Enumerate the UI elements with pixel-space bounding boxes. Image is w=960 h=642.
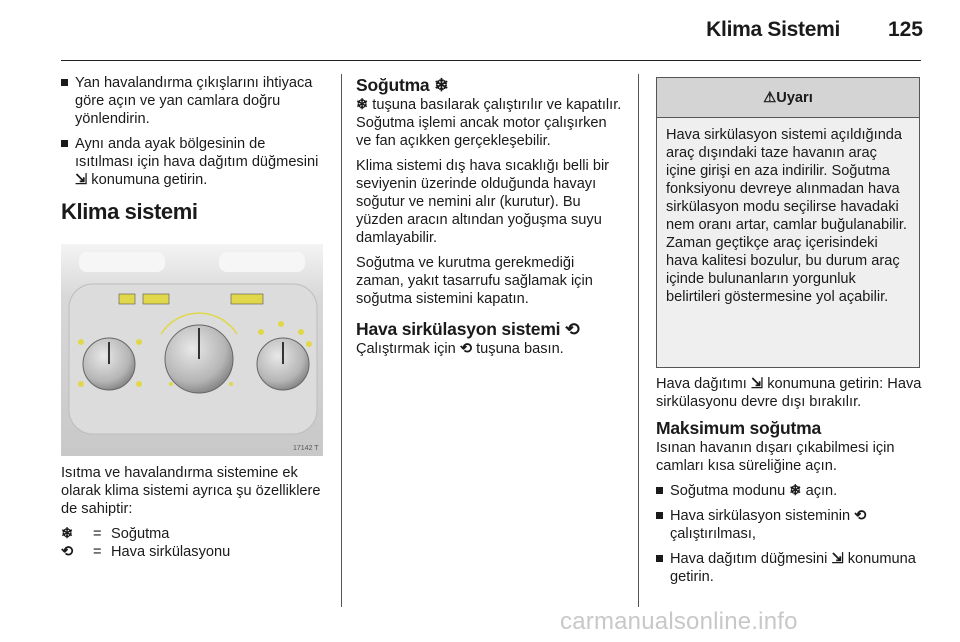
snowflake-icon: ❄ [434,75,449,95]
cooling-paragraph-2: Klima sistemi dış hava sıcaklığı belli bir seviyenin üzerinde olduğunda havayı soğutur ve nemini alır (kurutur). Bu yüzden aracın altından yoğuşma suyu damlayabilir. [356,158,610,246]
cooling-paragraph-3: Soğutma ve kurutma gerekmediği zaman, yakıt tasarrufu sağlamak için soğutma sistemini kapatın. [356,255,593,307]
recirculation-icon: ⟲ [854,508,867,524]
definition-row: ❄ = Soğutma [61,526,170,542]
column-1 [61,74,326,224]
list-item: Aynı anda ayak bölgesinin de ısıtılması için hava dağıtım düğmesini ⇲ konumuna getirin. [61,135,326,189]
list-item: Soğutma modunu ❄ açın. [656,482,924,500]
column-divider-2 [638,74,639,607]
climate-control-photo [61,244,323,456]
column-3 [656,375,924,593]
watermark: carmanualsonline.info [560,608,798,635]
recirc-heading: Hava sirkülasyon sistemi ⟲ [356,319,580,339]
intro-paragraph: Isıtma ve havalandırma sistemine ek olarak klima sistemi ayrıca şu özelliklere de sahiptir: [61,465,321,517]
list-item: Hava dağıtım düğmesini ⇲ konumuna getirin. [656,550,924,586]
recirculation-icon: ⟲ [565,319,580,339]
section-heading-klima: Klima sistemi [61,199,198,224]
max-cooling-paragraph: Isınan havanın dışarı çıkabilmesi için camları kısa süreliğine açın. [656,440,895,474]
warning-header [657,78,919,118]
snowflake-icon: ❄ [356,97,369,113]
header-title: Klima Sistemi [706,18,840,41]
header-rule [61,60,921,61]
definition-row: ⟲ = Hava sirkülasyonu [61,544,231,560]
list-item: Hava sirkülasyon sisteminin ⟲ çalıştırılması, [656,507,924,543]
warning-title: Uyarı [776,89,813,106]
list-item: Yan havalandırma çıkışlarını ihtiyaca göre açın ve yan camlara doğru yönlendirin. [61,74,326,128]
warning-box [656,77,920,368]
recirc-paragraph: Çalıştırmak için ⟲ tuşuna basın. [356,341,564,357]
warning-icon: ⚠ [763,90,777,106]
floor-icon: ⇲ [831,551,844,567]
cooling-paragraph-1: ❄ tuşuna basılarak çalıştırılır ve kapatılır. Soğutma işlemi ancak motor çalışırken ve fan açıkken gerçekleşebilir. [356,97,622,149]
floor-windscreen-icon: ⇲ [750,376,764,392]
recirculation-icon: ⟲ [61,544,74,560]
floor-windscreen-icon: ⇲ [75,172,88,188]
snowflake-icon: ❄ [789,483,802,499]
page-number: 125 [887,18,923,41]
climate-panel-illustration [61,244,323,456]
figure-code: 17142 T [293,445,319,452]
max-cooling-heading: Maksimum soğutma [656,418,822,438]
column-divider-1 [341,74,342,607]
recirculation-icon: ⟲ [459,341,473,357]
snowflake-icon: ❄ [61,526,74,542]
column-2 [356,76,626,365]
warning-text: Hava sirkülasyon sistemi açıldığında araç dışındaki taze havanın araç içine girişi en aza indirilir. Soğutma fonksiyonu devreye alınmadan hava sirkülasyon modu seçilirse havadaki nem oranı artar, camlar buğulanabilir. Zaman geçtikçe araç içerisindeki hava kalitesi bozulur, bu durum araç içinde bulunanların yorgunluk belirtileri göstermesine yol açabilir. [666,127,907,305]
cooling-heading: Soğutma ❄ [356,75,449,95]
column-1-lower [61,464,326,561]
distribution-paragraph: Hava dağıtımı ⇲ konumuna getirin: Hava sirkülasyonu devre dışı bırakılır. [656,376,922,410]
